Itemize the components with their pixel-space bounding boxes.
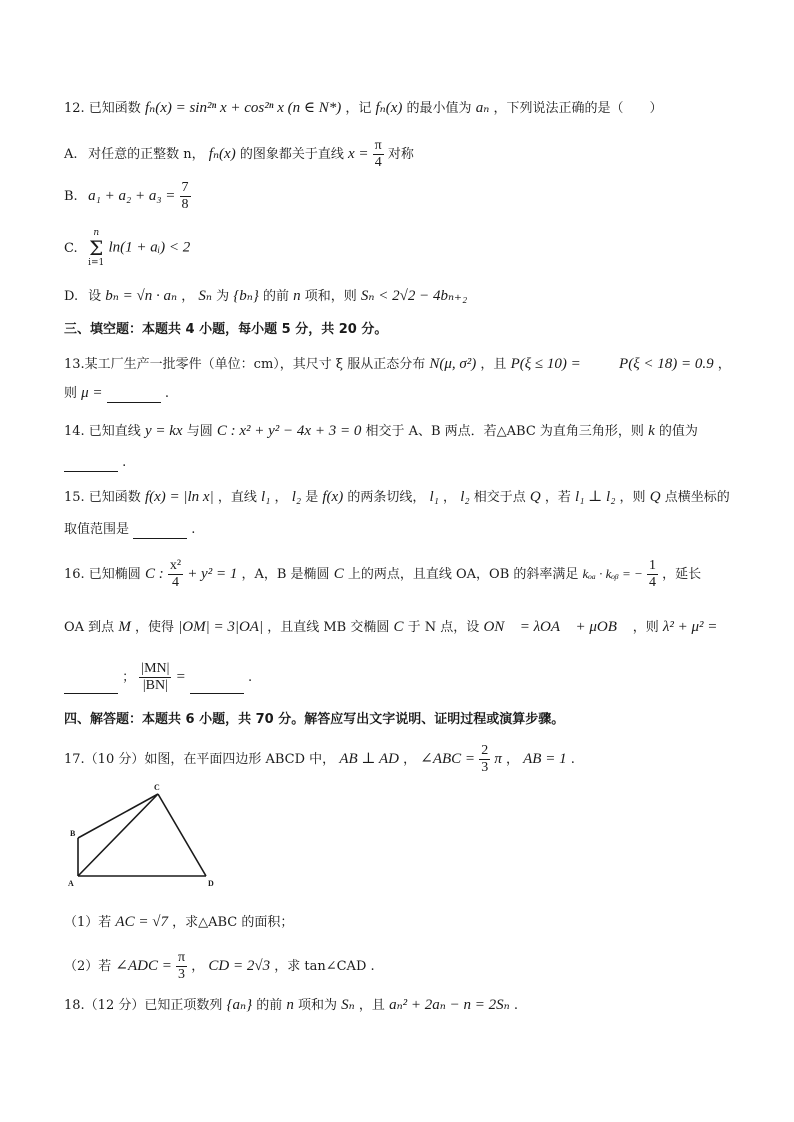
frac-denominator: 8	[181, 197, 189, 212]
q13-prob1: P(ξ ≤ 10) =	[510, 356, 581, 372]
q14-text: 14. 已知直线	[64, 424, 141, 439]
q13-then: 则	[64, 386, 78, 401]
q15-line2	[64, 521, 195, 539]
q15-t6: 相交于点	[473, 490, 526, 505]
frac-numerator: π	[374, 138, 382, 153]
q12-option-d	[64, 287, 467, 306]
q15-period: .	[191, 522, 196, 537]
q17-pi: π	[494, 751, 502, 767]
option-d-inequality: Sₙ < 2√2 − 4bₙ₊₂	[360, 288, 468, 304]
q15-t5: ，	[443, 490, 457, 505]
q14-period: .	[122, 455, 127, 470]
q17-fraction	[479, 743, 490, 776]
q15-t3: 是	[305, 490, 319, 505]
q16-lambda-mu: λ² + μ² =	[662, 619, 718, 635]
q18-set: {aₙ}	[226, 997, 253, 1013]
q16-answer-blank-1[interactable]	[64, 679, 118, 694]
edge-bc	[78, 794, 158, 838]
q15-t9: 点横坐标的	[664, 490, 730, 505]
q17-text: 17.（10 分）如图，在平面四边形 ABCD 中，	[64, 752, 336, 767]
q15-t1: ，直线	[217, 490, 257, 505]
vertex-label-c: C	[154, 783, 160, 792]
q16-fraction	[168, 558, 183, 591]
q17-ab: AB = 1	[523, 751, 567, 767]
option-a-fraction	[373, 138, 384, 171]
option-d-text5: 项和，则	[304, 289, 357, 304]
q18-stem	[64, 996, 518, 1015]
frac-denominator: 3	[178, 967, 186, 982]
q13-text2: ，且	[480, 357, 507, 372]
option-d-text2: ，	[181, 289, 195, 304]
q12-text2: 的最小值为	[406, 101, 472, 116]
q17-p2-t1: ，	[191, 959, 205, 974]
frac-numerator: 1	[648, 558, 656, 573]
q16-k-fraction	[647, 558, 658, 591]
q17-stem	[64, 743, 575, 776]
q18-t3: ，且	[358, 998, 385, 1013]
q15-text: 15. 已知函数	[64, 490, 141, 505]
q14-line1	[64, 422, 698, 441]
option-a-text: 对任意的正整数 n，	[88, 147, 205, 162]
q16-t2: 上的两点，且直线 OA，OB 的斜率满足	[347, 567, 579, 582]
q13-text3: ，	[717, 357, 731, 372]
q17-part1	[64, 913, 293, 932]
q14-text2: 与圆	[186, 424, 213, 439]
q12-option-c	[64, 228, 190, 268]
option-c-label: C.	[64, 240, 78, 256]
q17-angle: ∠ABC =	[420, 751, 476, 767]
q16-text: 16. 已知椭圆	[64, 567, 141, 582]
q16-line1	[64, 558, 701, 591]
option-d-n: n	[293, 288, 301, 304]
option-d-label: D.	[64, 289, 79, 304]
q12-text: ，记	[345, 101, 372, 116]
q16-slopes: kₒₐ · kₒᵦ = −	[582, 566, 643, 581]
q18-equation: aₙ² + 2aₙ − n = 2Sₙ	[389, 997, 510, 1013]
q12-stem	[64, 99, 662, 118]
q16-l2-t1: ，使得	[134, 620, 174, 635]
q12-option-a	[64, 138, 414, 171]
quadrilateral-figure	[66, 780, 226, 890]
q17-p1-ac: AC = √7	[115, 914, 168, 930]
option-b-label: B.	[64, 189, 78, 204]
q13-distribution: N(μ, σ²)	[429, 356, 477, 372]
section-4-heading: 四、解答题：本题共 6 小题，共 70 分。解答应写出文字说明、证明过程或演算步骤。	[64, 712, 565, 727]
option-c-expr: ln(1 + aᵢ) < 2	[108, 239, 191, 256]
frac-numerator: 2	[481, 743, 489, 758]
sum-lower: i=1	[88, 258, 105, 268]
q15-l2: l₂	[291, 489, 302, 505]
q16-c2: C	[333, 566, 344, 582]
q12-option-b	[64, 180, 191, 213]
q16-l2-t4: ，则	[632, 620, 659, 635]
q13-mu: μ =	[81, 385, 103, 401]
option-d-text3: 为	[216, 289, 230, 304]
vertex-label-d: D	[208, 879, 214, 888]
q14-text4: 的值为	[658, 424, 698, 439]
option-a-label: A.	[64, 147, 78, 162]
q17-p1-post: ，求△ABC 的面积；	[172, 915, 294, 930]
q16-vector: ON⃗ = λOA⃗ + μOB⃗	[483, 619, 629, 635]
q15-q2: Q	[649, 489, 661, 505]
q15-t2: ，	[274, 490, 288, 505]
q15-function: f(x) = |ln x|	[144, 489, 214, 505]
q12-fn: fₙ(x)	[375, 100, 403, 116]
q16-c: C :	[144, 566, 164, 582]
q16-c3: C	[393, 619, 404, 635]
q14-circle: C : x² + y² − 4x + 3 = 0	[216, 423, 362, 439]
q15-fx: f(x)	[322, 489, 344, 505]
q16-t3: ，延长	[662, 567, 702, 582]
q15-t7: ，若	[544, 490, 571, 505]
q16-om: |OM| = 3|OA|	[178, 619, 264, 635]
option-a-text3: 对称	[387, 147, 414, 162]
option-b-expr: a₁ + a₂ + a₃ =	[88, 188, 176, 204]
q17-t2: ，	[505, 752, 519, 767]
q17-p2-cd: CD = 2√3	[208, 958, 271, 974]
q17-period: .	[570, 752, 575, 767]
q13-line1	[64, 355, 731, 374]
option-d-text4: 的前	[262, 289, 289, 304]
q16-ratio	[139, 661, 171, 694]
frac-numerator: π	[178, 950, 186, 965]
q14-line: y = kx	[144, 423, 183, 439]
q18-text: 18.（12 分）已知正项数列	[64, 998, 223, 1013]
q15-t8: ，则	[619, 490, 646, 505]
q17-p2-angle: ∠ADC =	[115, 958, 172, 974]
frac-numerator: |MN|	[141, 661, 170, 676]
frac-denominator: |BN|	[142, 678, 168, 693]
sum-upper: n	[93, 228, 100, 238]
q16-rest: + y² = 1	[187, 566, 238, 582]
q14-text3: 相交于 A、B 两点．若△ABC 为直角三角形，则	[365, 424, 644, 439]
q15-range-text: 取值范围是	[64, 522, 130, 537]
q18-period: .	[513, 998, 518, 1013]
option-a-text2: 的图象都关于直线	[239, 147, 344, 162]
q12-an: aₙ	[475, 100, 490, 116]
q13-text: 13.某工厂生产一批零件（单位：cm），其尺寸 ξ 服从正态分布	[64, 357, 426, 372]
frac-numerator: 7	[181, 180, 189, 195]
frac-denominator: 4	[648, 575, 656, 590]
q16-separator: ；	[122, 670, 136, 685]
q12-text3: ，下列说法正确的是（ ）	[493, 101, 663, 116]
q16-t1: ，A，B 是椭圆	[241, 567, 330, 582]
q17-p2-fraction	[176, 950, 187, 983]
q15-line1	[64, 488, 730, 507]
q15-l1: l₁	[261, 489, 271, 505]
option-d-set: {bₙ}	[233, 288, 259, 304]
q16-period: .	[248, 670, 253, 685]
q16-line2	[64, 618, 717, 637]
frac-denominator: 3	[481, 760, 489, 775]
diagonal-ac	[78, 794, 158, 876]
q16-l2-t2: ，且直线 MB 交椭圆	[267, 620, 390, 635]
option-d-text: 设	[88, 289, 102, 304]
frac-numerator: x²	[169, 558, 182, 573]
frac-denominator: 4	[171, 575, 179, 590]
vertex-label-a: A	[68, 879, 74, 888]
option-a-x: x =	[348, 146, 369, 162]
q13-answer-blank[interactable]	[107, 388, 161, 403]
q16-l2-t3: 于 N 点，设	[407, 620, 480, 635]
q14-answer-blank[interactable]	[64, 457, 118, 472]
q15-l2b: l₂	[460, 489, 470, 505]
q17-perp: AB ⊥ AD	[339, 751, 399, 767]
q17-p2-text: （2）若	[64, 959, 112, 974]
option-b-fraction	[180, 180, 191, 213]
q17-part2	[64, 950, 375, 983]
q17-p1-text: （1）若	[64, 915, 112, 930]
q14-k: k	[648, 423, 655, 439]
q18-t1: 的前	[256, 998, 283, 1013]
option-d-bn: bₙ = √n · aₙ	[105, 288, 178, 304]
q15-perp: l₁ ⊥ l₂	[575, 489, 616, 505]
q16-line3	[64, 661, 252, 694]
summation	[88, 228, 104, 268]
q13-prob2: P(ξ < 18) = 0.9	[619, 356, 714, 372]
q15-q: Q	[529, 489, 541, 505]
edge-cd	[158, 794, 206, 876]
q12-function: fₙ(x) = sin²ⁿ x + cos²ⁿ x (n ∈ N*)	[144, 100, 342, 116]
q14-line2	[64, 454, 126, 472]
option-d-sn: Sₙ	[198, 288, 212, 304]
q17-t1: ，	[403, 752, 417, 767]
vertex-label-b: B	[70, 829, 76, 838]
q18-t2: 项和为	[298, 998, 338, 1013]
q15-l1b: l₁	[429, 489, 439, 505]
q13-line2	[64, 384, 169, 403]
q18-n: n	[286, 997, 294, 1013]
q12-number: 12. 已知函数	[64, 101, 141, 116]
sum-symbol: Σ	[89, 236, 104, 260]
q17-p2-post: ，求 tan∠CAD .	[274, 959, 375, 974]
q16-answer-blank-2[interactable]	[190, 679, 244, 694]
section-3-heading: 三、填空题：本题共 4 小题，每小题 5 分，共 20 分。	[64, 322, 388, 337]
option-a-fn: fₙ(x)	[208, 146, 236, 162]
q15-t4: 的两条切线，	[347, 490, 426, 505]
frac-denominator: 4	[374, 155, 382, 170]
q18-sn: Sₙ	[341, 997, 355, 1013]
q16-equals: =	[175, 669, 186, 685]
q16-l2-text: OA 到点	[64, 620, 115, 635]
q15-answer-blank[interactable]	[133, 524, 187, 539]
q13-period: .	[164, 386, 169, 401]
q16-m: M	[118, 619, 131, 635]
